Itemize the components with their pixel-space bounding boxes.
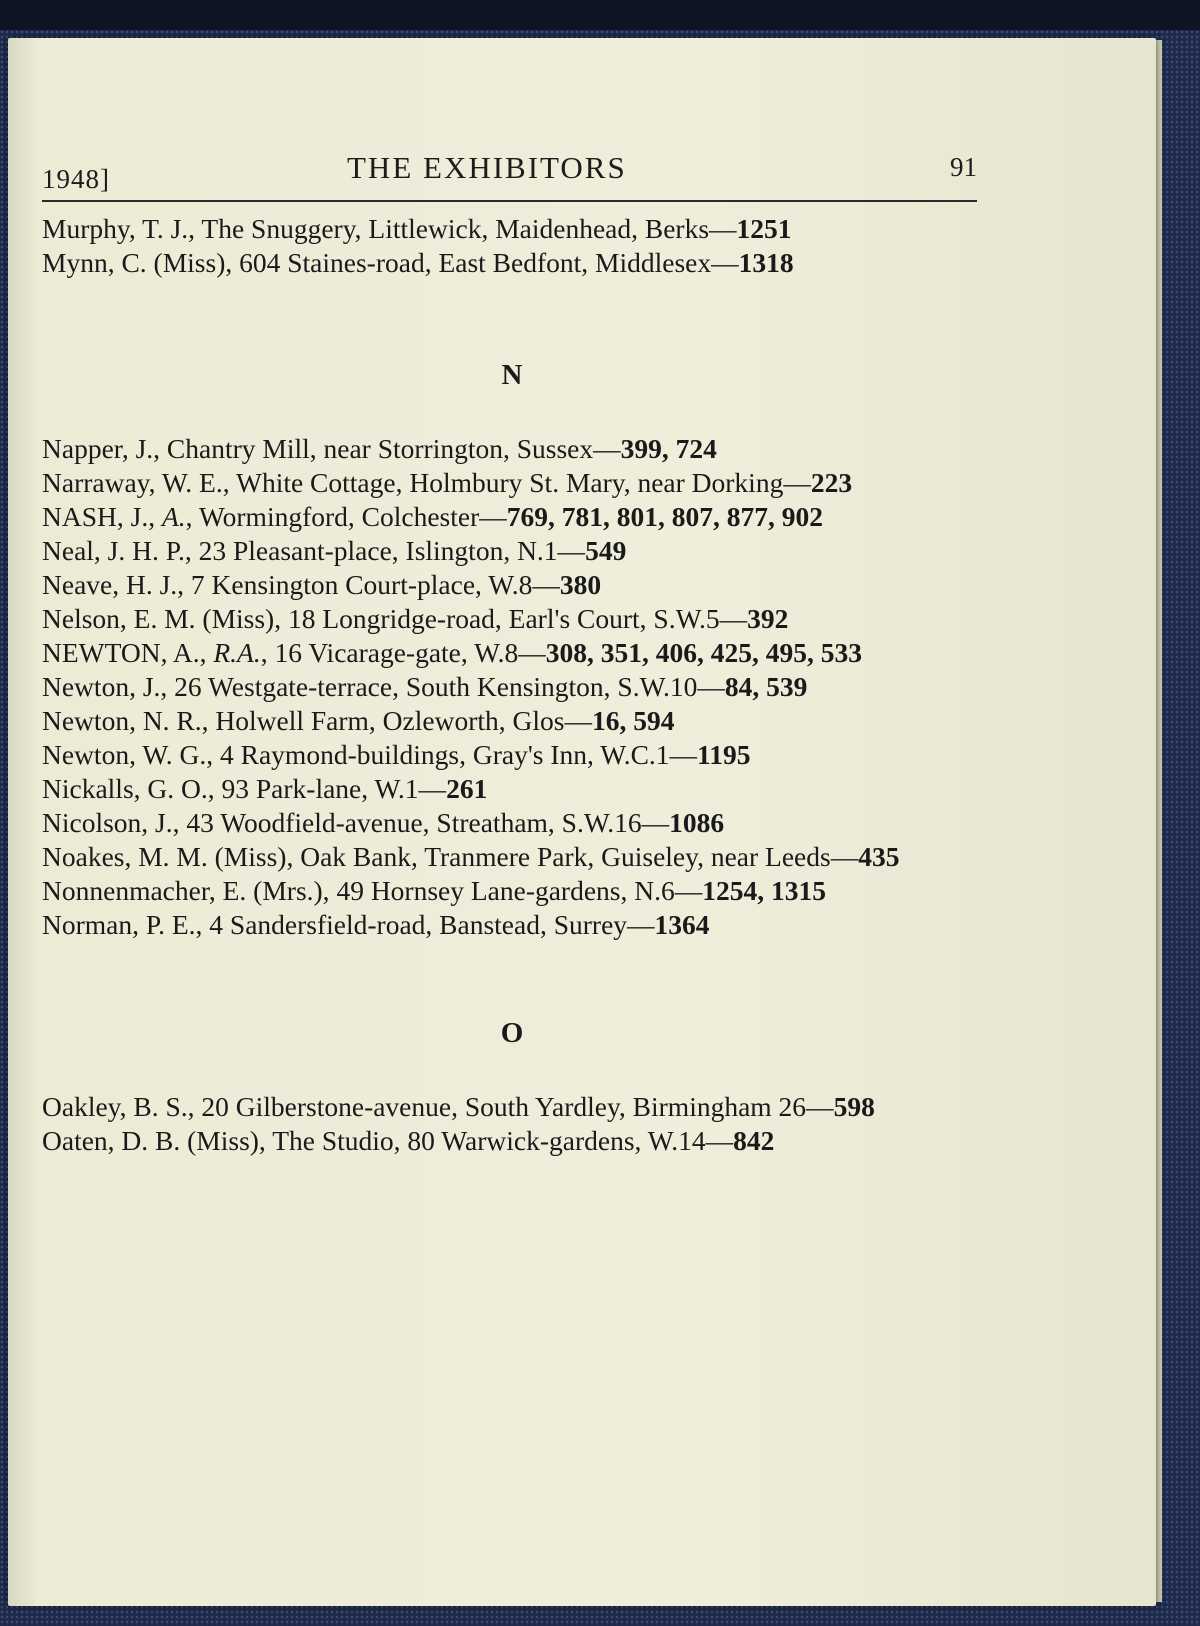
exhibitor-entry: Nonnenmacher, E. (Mrs.), 49 Hornsey Lane-gardens, N.6—1254, 1315: [42, 875, 826, 906]
section-letter-n: N: [501, 359, 523, 391]
catalogue-numbers: 84, 539: [724, 671, 808, 702]
exhibitor-entry: Neave, H. J., 7 Kensington Court-place, W.8—380: [42, 569, 602, 600]
catalogue-numbers: 598: [833, 1091, 875, 1122]
section-letter-o: O: [500, 1017, 524, 1049]
academy-qualifier: A.: [161, 501, 186, 532]
exhibitor-entry: Oaten, D. B. (Miss), The Studio, 80 Warwick-gardens, W.14—842: [42, 1125, 775, 1156]
exhibitor-entry: Nicolson, J., 43 Woodfield-avenue, Streatham, S.W.16—1086: [42, 807, 725, 838]
exhibitor-entry: Nelson, E. M. (Miss), 18 Longridge-road, Earl's Court, S.W.5—392: [42, 603, 789, 634]
catalogue-numbers: 399, 724: [620, 433, 717, 464]
exhibitor-entry: Neal, J. H. P., 23 Pleasant-place, Islington, N.1—549: [42, 535, 627, 566]
exhibitor-list: [42, 212, 982, 1158]
running-head-year: 1948]: [42, 164, 110, 194]
running-head-title: THE EXHIBITORS: [347, 150, 627, 185]
catalogue-numbers: 435: [858, 841, 900, 872]
catalogue-numbers: 1195: [697, 739, 751, 770]
exhibitor-entry: Norman, P. E., 4 Sandersfield-road, Banstead, Surrey—1364: [42, 909, 710, 940]
exhibitor-entry: Newton, W. G., 4 Raymond-buildings, Gray's Inn, W.C.1—1195: [42, 739, 751, 770]
exhibitor-entry: Nickalls, G. O., 93 Park-lane, W.1—261: [42, 773, 488, 804]
catalogue-numbers: 392: [747, 603, 789, 634]
exhibitor-entry: Newton, J., 26 Westgate-terrace, South Kensington, S.W.10—84, 539: [42, 671, 808, 702]
catalogue-numbers: 16, 594: [591, 705, 675, 736]
catalogue-numbers: 842: [733, 1125, 775, 1156]
exhibitor-entry: Narraway, W. E., White Cottage, Holmbury St. Mary, near Dorking—223: [42, 467, 853, 498]
catalogue-numbers: 769, 781, 801, 807, 877, 902: [506, 501, 824, 532]
catalogue-numbers: 261: [446, 773, 488, 804]
catalogue-numbers: 549: [585, 535, 627, 566]
catalogue-numbers: 1251: [736, 213, 792, 244]
exhibitor-entry: Murphy, T. J., The Snuggery, Littlewick, Maidenhead, Berks—1251: [42, 213, 792, 244]
catalogue-numbers: 223: [810, 467, 853, 498]
exhibitor-entry: Mynn, C. (Miss), 604 Staines-road, East Bedfont, Middlesex—1318: [42, 247, 794, 278]
running-head: [42, 150, 977, 202]
catalogue-numbers: 1318: [738, 247, 794, 278]
exhibitor-entry: Newton, N. R., Holwell Farm, Ozleworth, Glos—16, 594: [42, 705, 675, 736]
exhibitor-entry: Oakley, B. S., 20 Gilberstone-avenue, South Yardley, Birmingham 26—598: [42, 1091, 875, 1122]
catalogue-numbers: 1364: [654, 909, 710, 940]
exhibitor-entry: NEWTON, A., R.A., 16 Vicarage-gate, W.8—308, 351, 406, 425, 495, 533: [42, 637, 862, 668]
page-edge: [1156, 40, 1162, 1602]
catalogue-numbers: 308, 351, 406, 425, 495, 533: [545, 637, 862, 668]
catalogue-numbers: 1254, 1315: [702, 875, 826, 906]
exhibitor-entry: Noakes, M. M. (Miss), Oak Bank, Tranmere Park, Guiseley, near Leeds—435: [42, 841, 900, 872]
catalogue-numbers: 380: [559, 569, 602, 600]
academy-qualifier: R.A.: [213, 637, 261, 668]
page-number: 91: [950, 152, 977, 182]
book-binding: [0, 0, 1200, 30]
exhibitor-entry: NASH, J., A., Wormingford, Colchester—769, 781, 801, 807, 877, 902: [42, 501, 824, 532]
exhibitor-entry: Napper, J., Chantry Mill, near Storrington, Sussex—399, 724: [42, 433, 717, 464]
catalogue-numbers: 1086: [669, 807, 725, 838]
